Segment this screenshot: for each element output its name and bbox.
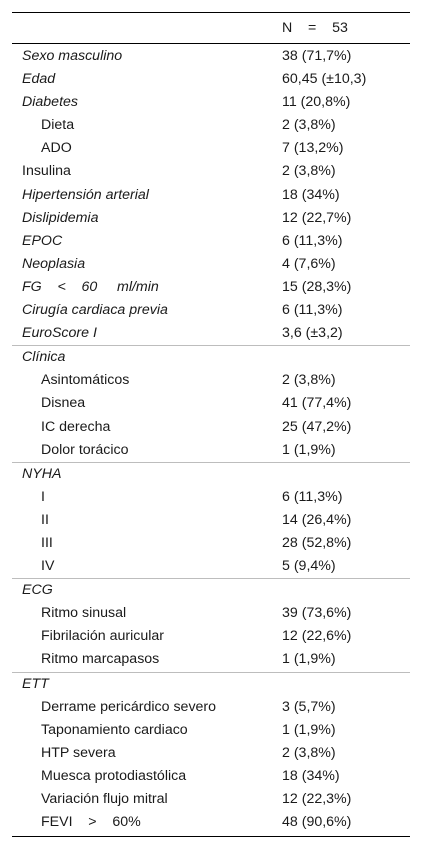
table-row bbox=[12, 45, 410, 68]
table-row bbox=[12, 184, 410, 207]
table-row bbox=[12, 137, 410, 160]
row-label: Asintomáticos bbox=[41, 372, 130, 389]
row-label: Insulina bbox=[22, 163, 71, 180]
row-value: 1 (1,9%) bbox=[282, 651, 336, 668]
row-label: Edad bbox=[22, 71, 56, 88]
row-label: NYHA bbox=[22, 465, 62, 482]
table-row bbox=[12, 811, 410, 834]
table-row bbox=[12, 392, 410, 415]
row-label: Derrame pericárdico severo bbox=[41, 698, 217, 715]
table-row bbox=[12, 625, 410, 648]
table-row bbox=[12, 696, 410, 719]
row-label: FG < 60 ml/min bbox=[22, 278, 159, 295]
row-label: I bbox=[41, 488, 45, 505]
table-row bbox=[12, 253, 410, 276]
row-value: 3,6 (±3,2) bbox=[282, 325, 343, 342]
table-row bbox=[12, 719, 410, 742]
table-row bbox=[12, 207, 410, 230]
row-label: IV bbox=[41, 558, 55, 575]
table-row bbox=[12, 509, 410, 532]
table-row bbox=[12, 416, 410, 439]
table-row bbox=[12, 648, 410, 671]
table-row bbox=[12, 602, 410, 625]
table-bottom-rule bbox=[12, 836, 410, 837]
table-row bbox=[12, 555, 410, 578]
row-value: 2 (3,8%) bbox=[282, 163, 336, 180]
table-row bbox=[12, 299, 410, 322]
row-label: EPOC bbox=[22, 232, 63, 249]
table-row bbox=[12, 788, 410, 811]
row-label: Dieta bbox=[41, 117, 75, 134]
row-value: 2 (3,8%) bbox=[282, 372, 336, 389]
row-value: 18 (34%) bbox=[282, 767, 340, 784]
row-label: Muesca protodiastólica bbox=[41, 767, 187, 784]
row-value: 5 (9,4%) bbox=[282, 558, 336, 575]
row-value: 60,45 (±10,3) bbox=[282, 71, 367, 88]
header-n-cell: N = 53 bbox=[282, 20, 348, 36]
table-row bbox=[12, 91, 410, 114]
row-value: 39 (73,6%) bbox=[282, 605, 352, 622]
row-label: II bbox=[41, 511, 49, 528]
table-row bbox=[12, 345, 410, 369]
row-value: 28 (52,8%) bbox=[282, 534, 352, 551]
row-label: Cirugía cardiaca previa bbox=[22, 302, 168, 319]
row-label: Dislipidemia bbox=[22, 209, 99, 226]
row-value: 41 (77,4%) bbox=[282, 395, 352, 412]
table-row bbox=[12, 322, 410, 345]
table-row bbox=[12, 486, 410, 509]
table-header-row bbox=[12, 13, 410, 44]
table-row bbox=[12, 532, 410, 555]
table-row bbox=[12, 439, 410, 462]
row-label: FEVI > 60% bbox=[41, 814, 141, 831]
row-label: Variación flujo mitral bbox=[41, 791, 168, 807]
row-value: 12 (22,3%) bbox=[282, 791, 352, 807]
row-label: Dolor torácico bbox=[41, 441, 129, 458]
table-row bbox=[12, 276, 410, 299]
row-value: 2 (3,8%) bbox=[282, 744, 336, 761]
row-label: Sexo masculino bbox=[22, 48, 123, 64]
row-value: 1 (1,9%) bbox=[282, 441, 336, 458]
row-label: ECG bbox=[22, 582, 53, 599]
characteristics-table bbox=[12, 12, 410, 837]
row-value: 6 (11,3%) bbox=[282, 488, 343, 505]
table-row bbox=[12, 160, 410, 183]
row-value: 11 (20,8%) bbox=[282, 94, 351, 111]
row-value: 48 (90,6%) bbox=[282, 814, 352, 831]
row-value: 1 (1,9%) bbox=[282, 721, 336, 738]
row-label: Neoplasia bbox=[22, 255, 86, 272]
table-row bbox=[12, 742, 410, 765]
table-row bbox=[12, 765, 410, 788]
row-value: 2 (3,8%) bbox=[282, 117, 336, 134]
row-label: Ritmo marcapasos bbox=[41, 651, 160, 668]
table-row bbox=[12, 672, 410, 696]
row-label: IC derecha bbox=[41, 418, 111, 435]
row-label: III bbox=[41, 534, 53, 551]
row-value: 14 (26,4%) bbox=[282, 511, 352, 528]
table-row bbox=[12, 230, 410, 253]
row-value: 6 (11,3%) bbox=[282, 232, 343, 249]
row-value: 12 (22,6%) bbox=[282, 628, 352, 645]
row-value: 18 (34%) bbox=[282, 186, 340, 203]
row-value: 15 (28,3%) bbox=[282, 278, 352, 295]
table-row bbox=[12, 462, 410, 486]
table-row bbox=[12, 68, 410, 91]
row-label: HTP severa bbox=[41, 744, 116, 761]
row-label: EuroScore I bbox=[22, 325, 97, 342]
row-value: 6 (11,3%) bbox=[282, 302, 343, 319]
row-value: 3 (5,7%) bbox=[282, 698, 336, 715]
row-value: 7 (13,2%) bbox=[282, 140, 344, 157]
table-row bbox=[12, 114, 410, 137]
table-body bbox=[12, 45, 410, 834]
row-label: Hipertensión arterial bbox=[22, 186, 149, 203]
row-label: Diabetes bbox=[22, 94, 78, 111]
row-value: 4 (7,6%) bbox=[282, 255, 336, 272]
row-value: 25 (47,2%) bbox=[282, 418, 352, 435]
row-label: Ritmo sinusal bbox=[41, 605, 127, 622]
row-label: ADO bbox=[41, 140, 72, 157]
row-label: Disnea bbox=[41, 395, 86, 412]
row-label: ETT bbox=[22, 675, 49, 692]
row-label: Taponamiento cardiaco bbox=[41, 721, 188, 738]
row-value: 12 (22,7%) bbox=[282, 209, 352, 226]
table-row bbox=[12, 578, 410, 602]
table-row bbox=[12, 369, 410, 392]
row-value: 38 (71,7%) bbox=[282, 48, 352, 64]
row-label: Clínica bbox=[22, 349, 66, 366]
row-label: Fibrilación auricular bbox=[41, 628, 165, 645]
